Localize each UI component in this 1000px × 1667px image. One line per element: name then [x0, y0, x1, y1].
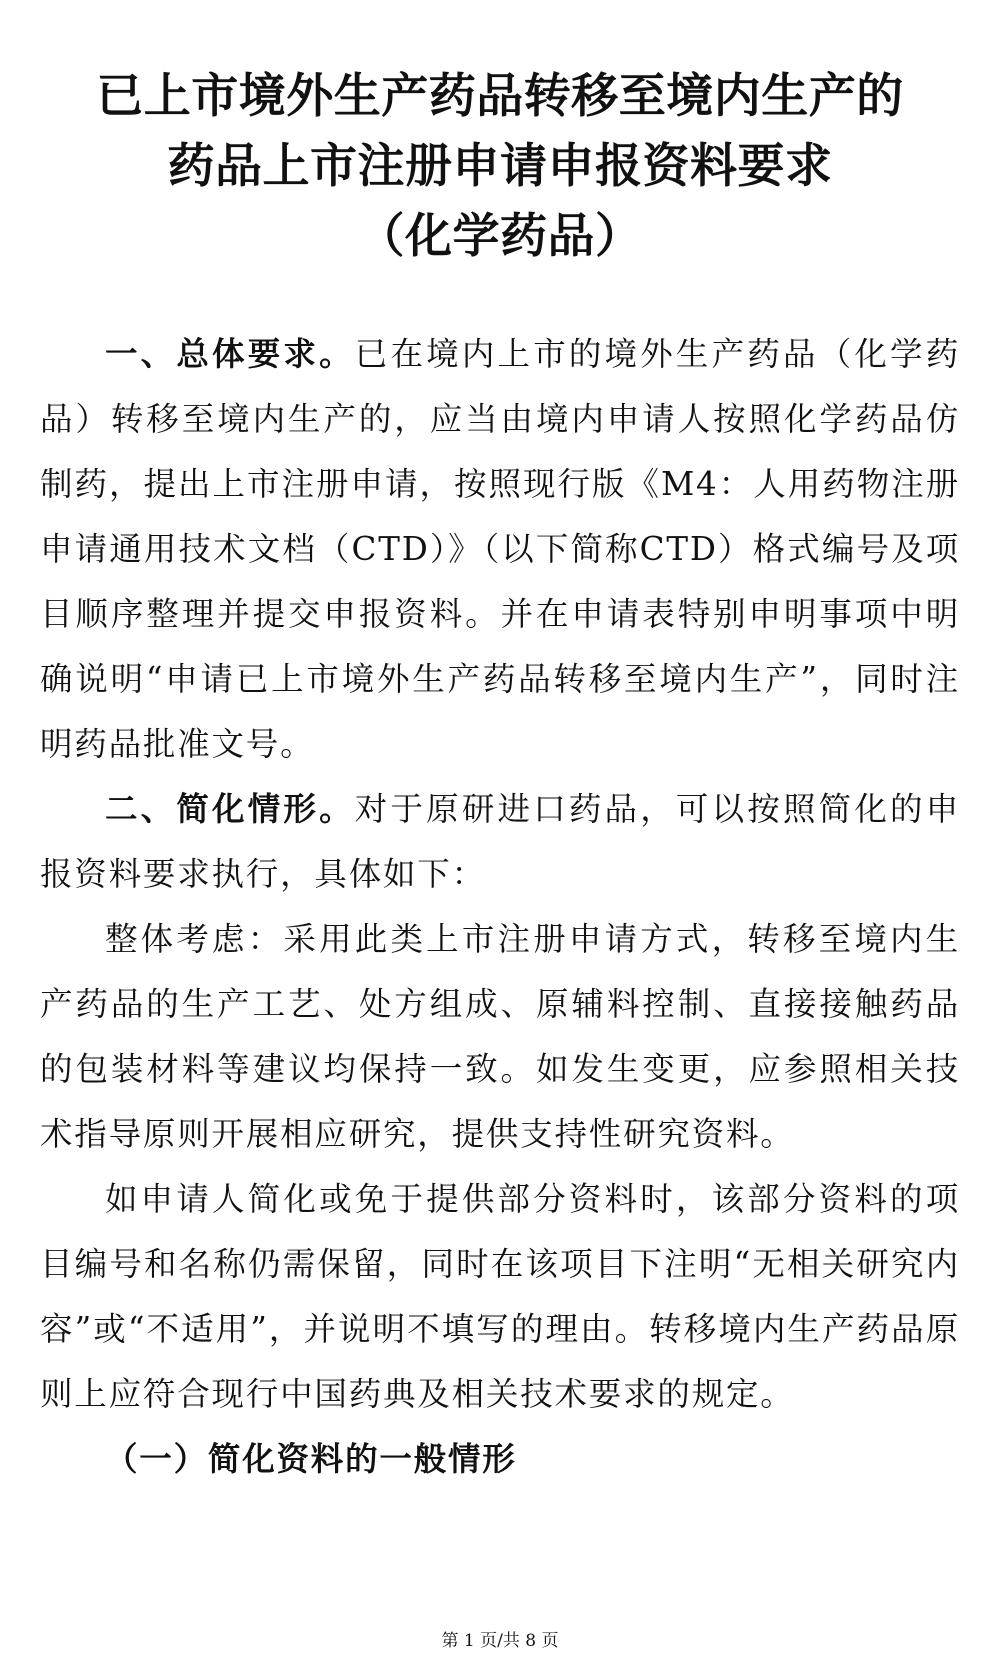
title-line-3: （化学药品） [357, 209, 643, 264]
title-line-2: 药品上市注册申请申报资料要求 [167, 139, 833, 194]
section-heading-general: 一、总体要求。 [105, 335, 355, 373]
paragraph-general-requirements [40, 322, 960, 777]
paragraph-overall-consideration: 整体考虑：采用此类上市注册申请方式，转移至境内生产药品的生产工艺、处方组成、原辅料控制、直接接触药品的包装材料等建议均保持一致。如发生变更，应参照相关技术指导原则开展相应研究，提供支持性研究资料。 [40, 920, 960, 1153]
section-heading-simplified: 二、简化情形。 [105, 790, 355, 828]
document-body [40, 322, 960, 1492]
simplified-cases-text: 对于原研进口药品，可以按照简化的申报资料要求执行，具体如下： [40, 790, 960, 893]
document-title [0, 62, 1000, 272]
subsection-heading-1: （一）简化资料的一般情形 [105, 1440, 517, 1478]
page-number-footer: 第 1 页/共 8 页 [441, 1631, 559, 1651]
paragraph-simplified-cases [40, 777, 960, 907]
paragraph-omission-note: 如申请人简化或免于提供部分资料时，该部分资料的项目编号和名称仍需保留，同时在该项目下注明“无相关研究内容”或“不适用”，并说明不填写的理由。转移境内生产药品原则上应符合现行中国药典及相关技术要求的规定。 [40, 1180, 960, 1413]
title-line-1: 已上市境外生产药品转移至境内生产的 [96, 69, 904, 124]
general-requirements-text: 已在境内上市的境外生产药品（化学药品）转移至境内生产的，应当由境内申请人按照化学药品仿制药，提出上市注册申请，按照现行版《M4：人用药物注册申请通用技术文档（CTD）》（以下简称CTD）格式编号及项目顺序整理并提交申报资料。并在申请表特别申明事项中明确说明“申请已上市境外生产药品转移至境内生产”，同时注明药品批准文号。 [40, 335, 960, 763]
